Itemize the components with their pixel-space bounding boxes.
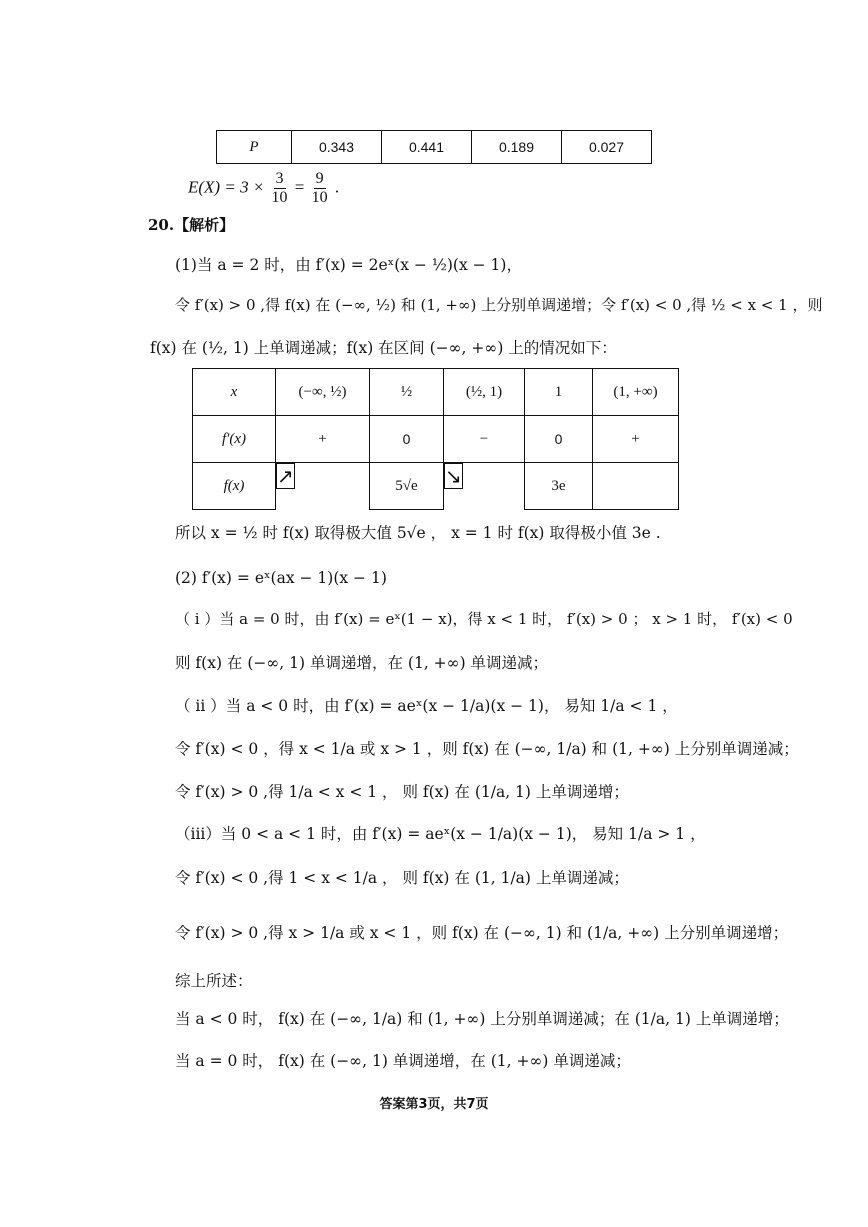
prob-value-0: 0.343	[292, 131, 382, 164]
part2-line11: 当 a < 0 时， f(x) 在 (−∞, 1/a) 和 (1, +∞) 上分别单调递减；在 (1/a, 1) 上单调递增；	[175, 1010, 789, 1028]
header-interval-2: (½, 1)	[444, 369, 525, 416]
page-footer: 答案第3页，共7页	[379, 1097, 489, 1112]
header-half: ½	[370, 369, 444, 416]
part2-line2: （ i ）当 a = 0 时，由 f′(x) = eˣ(1 − x)，得 x < 1 时， f′(x) > 0 ； x > 1 时， f′(x) < 0	[175, 610, 793, 628]
row-f-label: f(x)	[193, 463, 276, 510]
prob-value-3: 0.027	[562, 131, 652, 164]
decreasing-arrow-icon: ↘	[445, 464, 462, 488]
fprime-cell-5: +	[593, 416, 679, 463]
f-cell-max: 5√e	[370, 463, 444, 510]
fprime-cell-3: −	[444, 416, 525, 463]
part1-line2: 令 f′(x) > 0 ,得 f(x) 在 (−∞, ½) 和 (1, +∞) 上分别单调递增；令 f′(x) < 0 ,得 ½ < x < 1 ，则	[175, 296, 823, 314]
f-cell-empty	[593, 463, 679, 510]
part2-line10: 综上所述：	[175, 972, 253, 990]
prob-label: P	[217, 131, 292, 164]
fprime-cell-2: 0	[370, 416, 444, 463]
part2-line6: 令 f′(x) > 0 ,得 1/a < x < 1 ， 则 f(x) 在 (1/a, 1) 上单调递增；	[175, 783, 629, 801]
expectation-formula: E(X) = 3 × $\frac{3}{10}$ = $\frac{9}{10}$ .	[188, 170, 340, 206]
probability-table	[216, 130, 652, 164]
row-fprime-label: f′(x)	[193, 416, 276, 463]
variation-table	[192, 368, 679, 510]
header-x: x	[193, 369, 276, 416]
part1-line1: (1)当 a = 2 时，由 f′(x) = 2eˣ(x − ½)(x − 1)，	[175, 256, 522, 274]
part2-line9: 令 f′(x) > 0 ,得 x > 1/a 或 x < 1 ，则 f(x) 在 (−∞, 1) 和 (1/a, +∞) 上分别单调递增；	[175, 924, 789, 942]
header-one: 1	[525, 369, 593, 416]
part2-line12: 当 a = 0 时， f(x) 在 (−∞, 1) 单调递增，在 (1, +∞) 单调递减；	[175, 1052, 631, 1070]
conclusion-part1: 所以 x = ½ 时 f(x) 取得极大值 5√e ， x = 1 时 f(x) 取得极小值 3e .	[175, 524, 661, 542]
f-cell-min: 3e	[525, 463, 593, 510]
fprime-cell-4: 0	[525, 416, 593, 463]
fprime-cell-1: +	[276, 416, 370, 463]
part2-line5: 令 f′(x) < 0 ，得 x < 1/a 或 x > 1 ，则 f(x) 在 (−∞, 1/a) 和 (1, +∞) 上分别单调递减；	[175, 740, 799, 758]
part2-line7: （iii）当 0 < a < 1 时，由 f′(x) = aeˣ(x − 1/a)(x − 1)， 易知 1/a > 1 ，	[175, 825, 706, 843]
prob-value-1: 0.441	[382, 131, 472, 164]
header-interval-3: (1, +∞)	[593, 369, 679, 416]
part2-line4: （ ii ）当 a < 0 时，由 f′(x) = aeˣ(x − 1/a)(x − 1)， 易知 1/a < 1 ，	[175, 697, 678, 715]
part2-line1: (2) f′(x) = eˣ(ax − 1)(x − 1)	[175, 569, 387, 587]
section-heading: 20.【解析】	[148, 216, 235, 234]
part2-line8: 令 f′(x) < 0 ,得 1 < x < 1/a ， 则 f(x) 在 (1, 1/a) 上单调递减；	[175, 869, 629, 887]
part2-line3: 则 f(x) 在 (−∞, 1) 单调递增，在 (1, +∞) 单调递减；	[175, 654, 549, 672]
increasing-arrow-icon: ↗	[277, 464, 294, 488]
part1-line3: f(x) 在 (½, 1) 上单调递减；f(x) 在区间 (−∞, +∞) 上的情况如下：	[150, 339, 617, 357]
prob-value-2: 0.189	[472, 131, 562, 164]
header-interval-1: (−∞, ½)	[276, 369, 370, 416]
